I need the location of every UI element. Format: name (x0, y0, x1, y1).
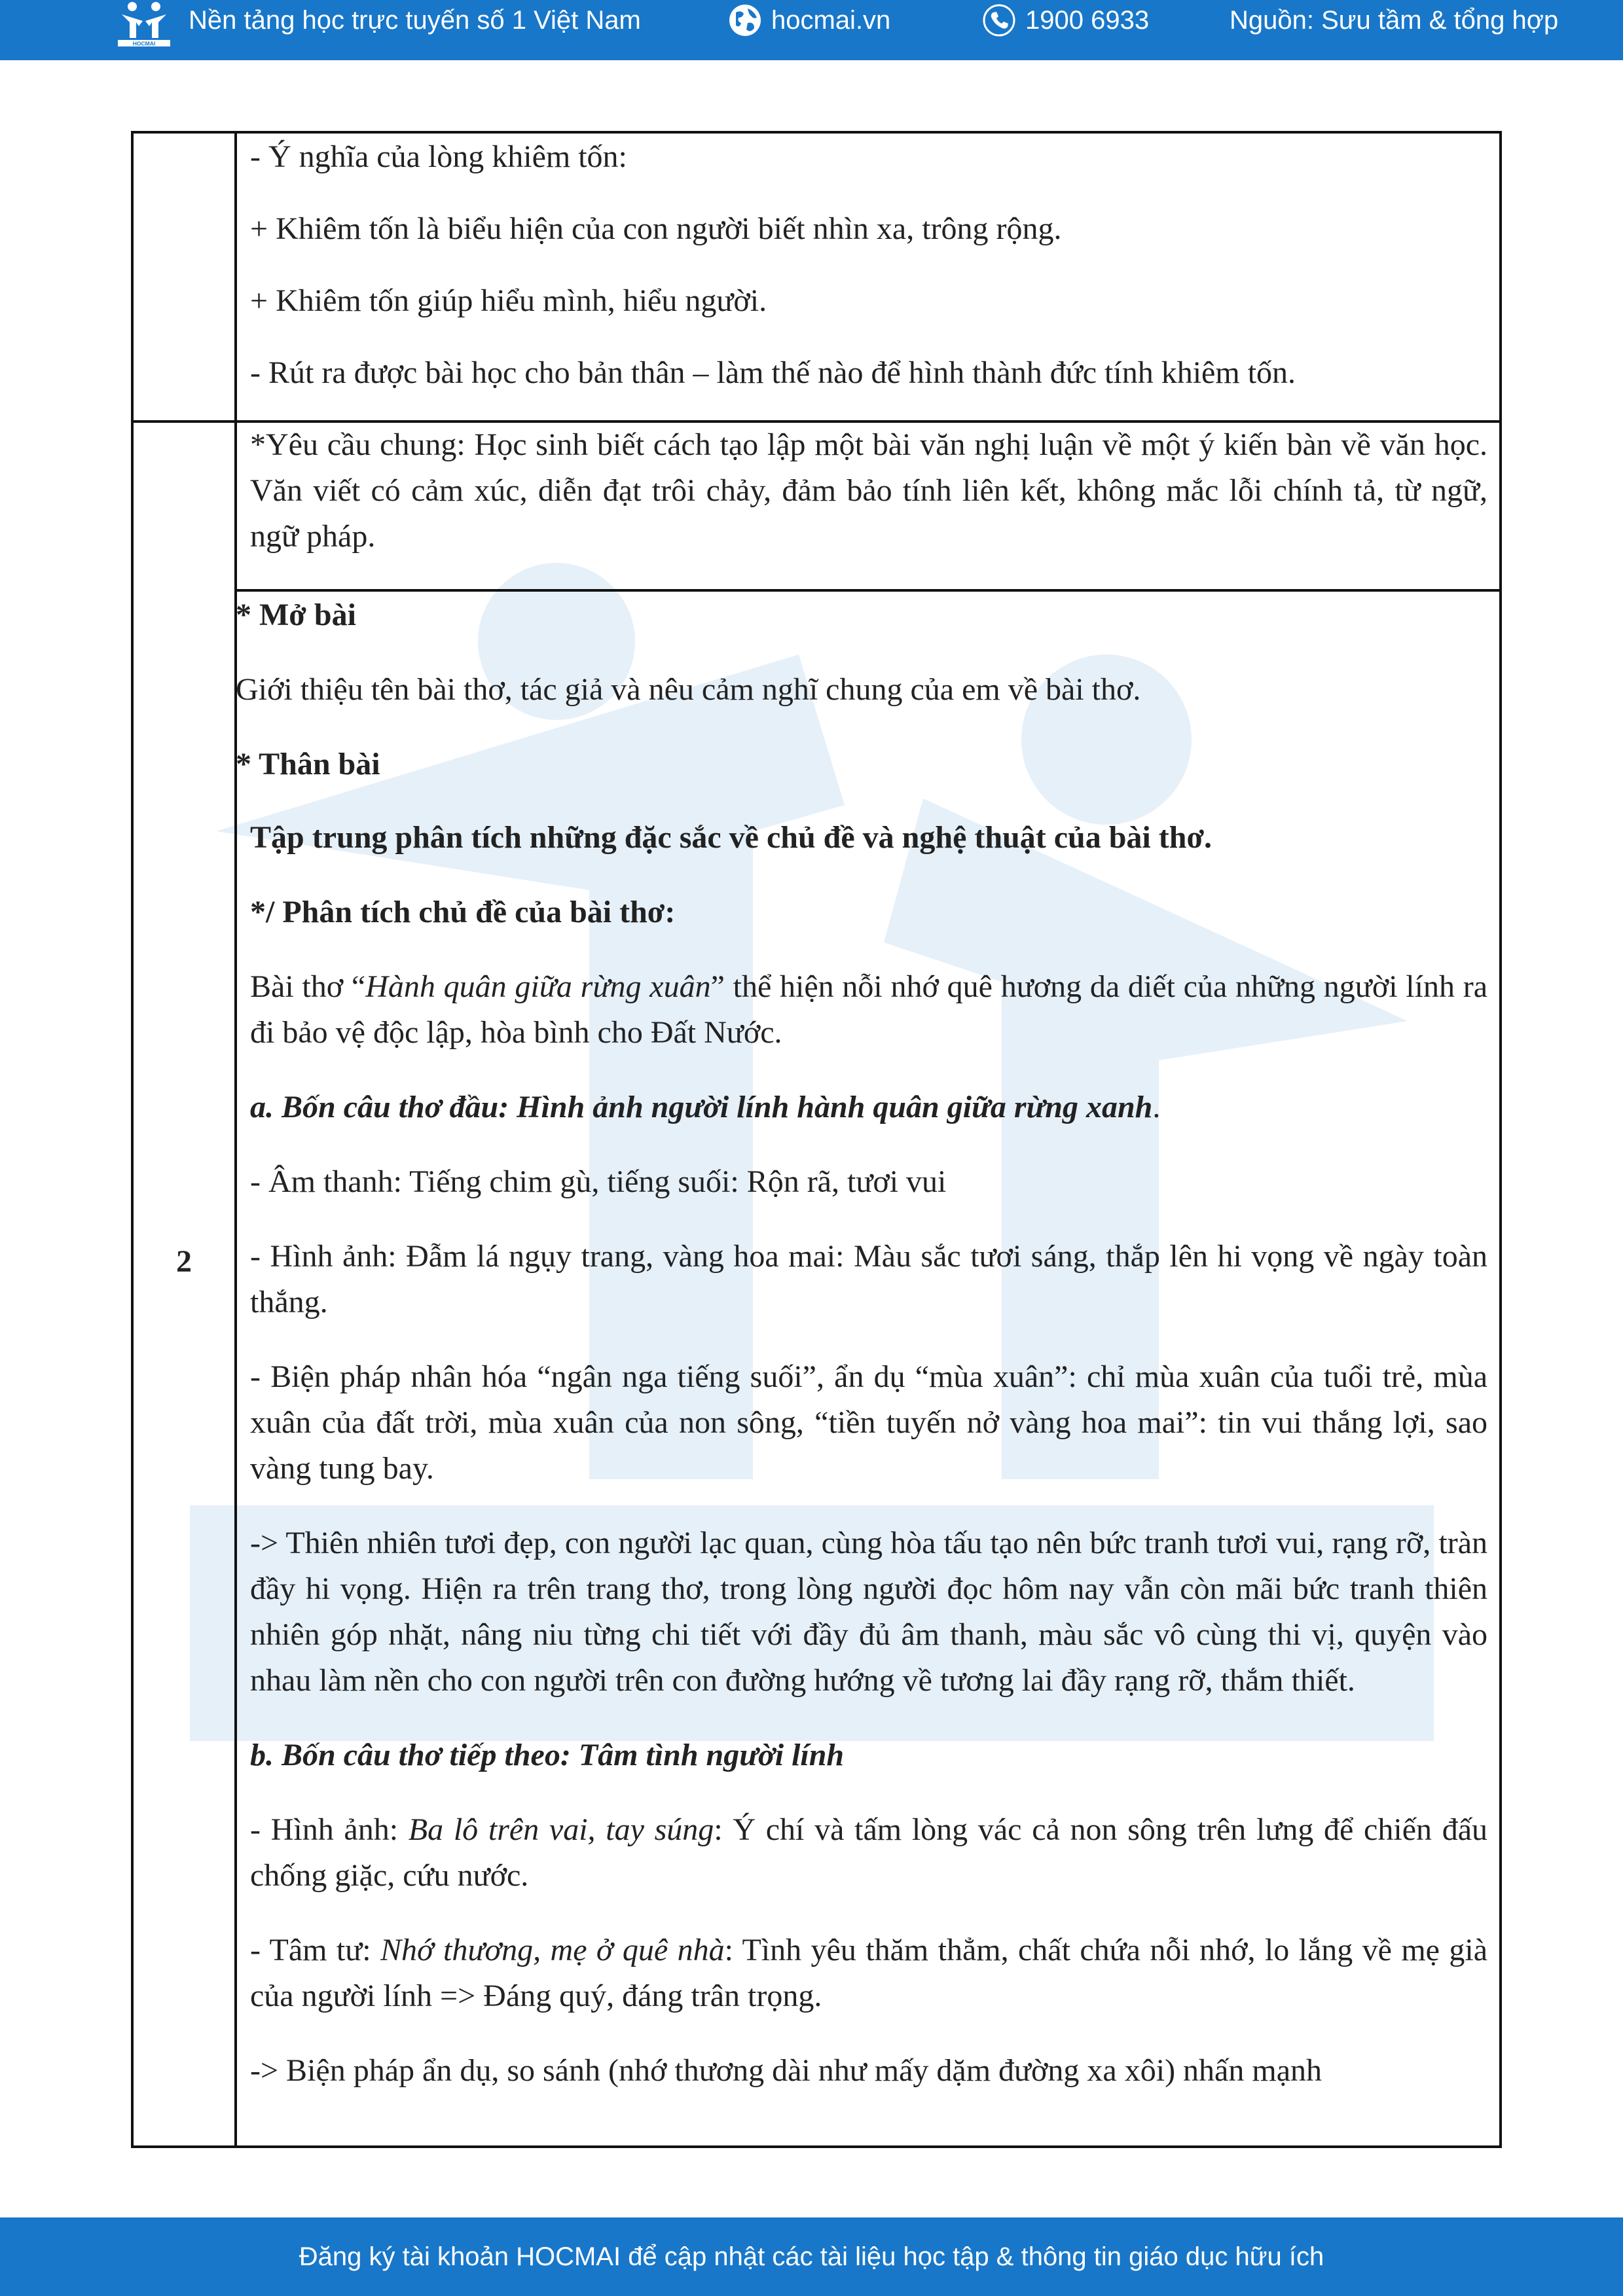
than-bai-heading: * Thân bài (236, 747, 380, 781)
row1-line: + Khiêm tốn giúp hiểu mình, hiểu người. (250, 283, 767, 318)
row1-line: - Rút ra được bài học cho bản thân – làm thế nào để hình thành đức tính khiêm tốn. (250, 355, 1296, 390)
question-number: 2 (176, 1244, 192, 1279)
theme-heading: */ Phân tích chủ đề của bài thơ: (250, 895, 676, 929)
theme-paragraph: Bài thơ “Hành quân giữa rừng xuân” thể hiện nỗi nhớ quê hương da diết của những người lính ra đi bảo vệ độc lập, hòa bình cho Đất Nước. (250, 969, 1488, 1050)
part-a-technique: - Biện pháp nhân hóa “ngân nga tiếng suối”, ẩn dụ “mùa xuân”: chỉ mùa xuân của tuổi trẻ, mùa xuân của đất trời, mùa xuân của non sông, “tiền tuyến nở vàng hoa mai”: tin vui thắng lợi, sao vàng tung bay. (250, 1359, 1487, 1486)
header-tagline: Nền tảng học trực tuyến số 1 Việt Nam (189, 5, 641, 35)
part-b-feeling: - Tâm tư: Nhớ thương, mẹ ở quê nhà: Tình yêu thăm thẳm, chất chứa nỗi nhớ, lo lắng về mẹ già của người lính => Đáng quý, đáng trân trọng. (250, 1933, 1488, 2013)
table-border-bottom (131, 2145, 1502, 2148)
row1-line: - Ý nghĩa của lòng khiêm tốn: (250, 139, 627, 174)
mo-bai-section (236, 592, 1487, 787)
svg-text:HOCMAI: HOCMAI (132, 40, 156, 47)
part-a-heading: a. Bốn câu thơ đầu: Hình ảnh người lính hành quân giữa rừng xanh. (250, 1090, 1161, 1124)
part-b-technique: -> Biện pháp ẩn dụ, so sánh (nhớ thương dài như mấy dặm đường xa xôi) nhấn mạnh (250, 2053, 1322, 2088)
footer-bar (0, 2217, 1623, 2296)
header-source: Nguồn: Sưu tầm & tổng hợp (1230, 5, 1559, 35)
header-website[interactable] (728, 0, 890, 41)
header-bar (0, 0, 1623, 60)
phone-icon (982, 3, 1016, 37)
header-hotline[interactable] (982, 0, 1149, 41)
footer-text[interactable]: Đăng ký tài khoản HOCMAI để cập nhật các tài liệu học tập & thông tin giáo dục hữu ích (299, 2242, 1324, 2271)
row1-line: + Khiêm tốn là biểu hiện của con người biết nhìn xa, trông rộng. (250, 211, 1062, 246)
table-border-top (131, 131, 1502, 134)
part-a-conclusion: -> Thiên nhiên tươi đẹp, con người lạc quan, cùng hòa tấu tạo nên bức tranh tươi vui, rạng rỡ, tràn đầy hi vọng. Hiện ra trên trang thơ, trong lòng người đọc hôm nay vẫn còn mãi bức tranh thiên nhiên góp nhặt, nâng niu từng chi tiết với đầy đủ âm thanh, màu sắc vô cùng thi vị, quyện vào nhau làm nền cho con người trên con đường hướng về tương lai đầy rạng rỡ, thắm thiết. (250, 1526, 1487, 1698)
focus-text: Tập trung phân tích những đặc sắc về chủ đề và nghệ thuật của bài thơ. (250, 820, 1213, 855)
part-b-heading: b. Bốn câu thơ tiếp theo: Tâm tình người lính (250, 1738, 845, 1772)
table-border-right (1499, 131, 1502, 2148)
hotline-number[interactable]: 1900 6933 (1025, 5, 1150, 35)
row1-content (250, 134, 1487, 396)
mo-bai-text: Giới thiệu tên bài thơ, tác giả và nêu cảm nghĩ chung của em về bài thơ. (236, 672, 1141, 707)
general-requirement (250, 422, 1487, 560)
table-border-left (131, 131, 134, 2148)
poem-title: Hành quân giữa rừng xuân (365, 969, 711, 1004)
website-link[interactable]: hocmai.vn (771, 5, 891, 35)
part-b-image: - Hình ảnh: Ba lô trên vai, tay súng: Ý chí và tấm lòng vác cả non sông trên lưng để chiến đấu chống giặc, cứu nước. (250, 1812, 1488, 1893)
hocmai-logo-icon[interactable] (117, 0, 172, 47)
table-cell-divider (234, 589, 1502, 592)
part-a-image: - Hình ảnh: Đẫm lá ngụy trang, vàng hoa mai: Màu sắc tươi sáng, thắp lên hi vọng về ngày toàn thắng. (250, 1239, 1487, 1319)
part-a-sound: - Âm thanh: Tiếng chim gù, tiếng suối: Rộn rã, tươi vui (250, 1164, 947, 1199)
than-bai-section (250, 815, 1487, 2094)
globe-icon (728, 3, 762, 37)
table-column-divider (234, 131, 237, 2148)
mo-bai-heading: * Mở bài (236, 598, 356, 632)
requirement-text: *Yêu cầu chung: Học sinh biết cách tạo lập một bài văn nghị luận về một ý kiến bàn về văn học. Văn viết có cảm xúc, diễn đạt trôi chảy, đảm bảo tính liên kết, không mắc lỗi chính tả, từ ngữ, ngữ pháp. (250, 427, 1487, 554)
